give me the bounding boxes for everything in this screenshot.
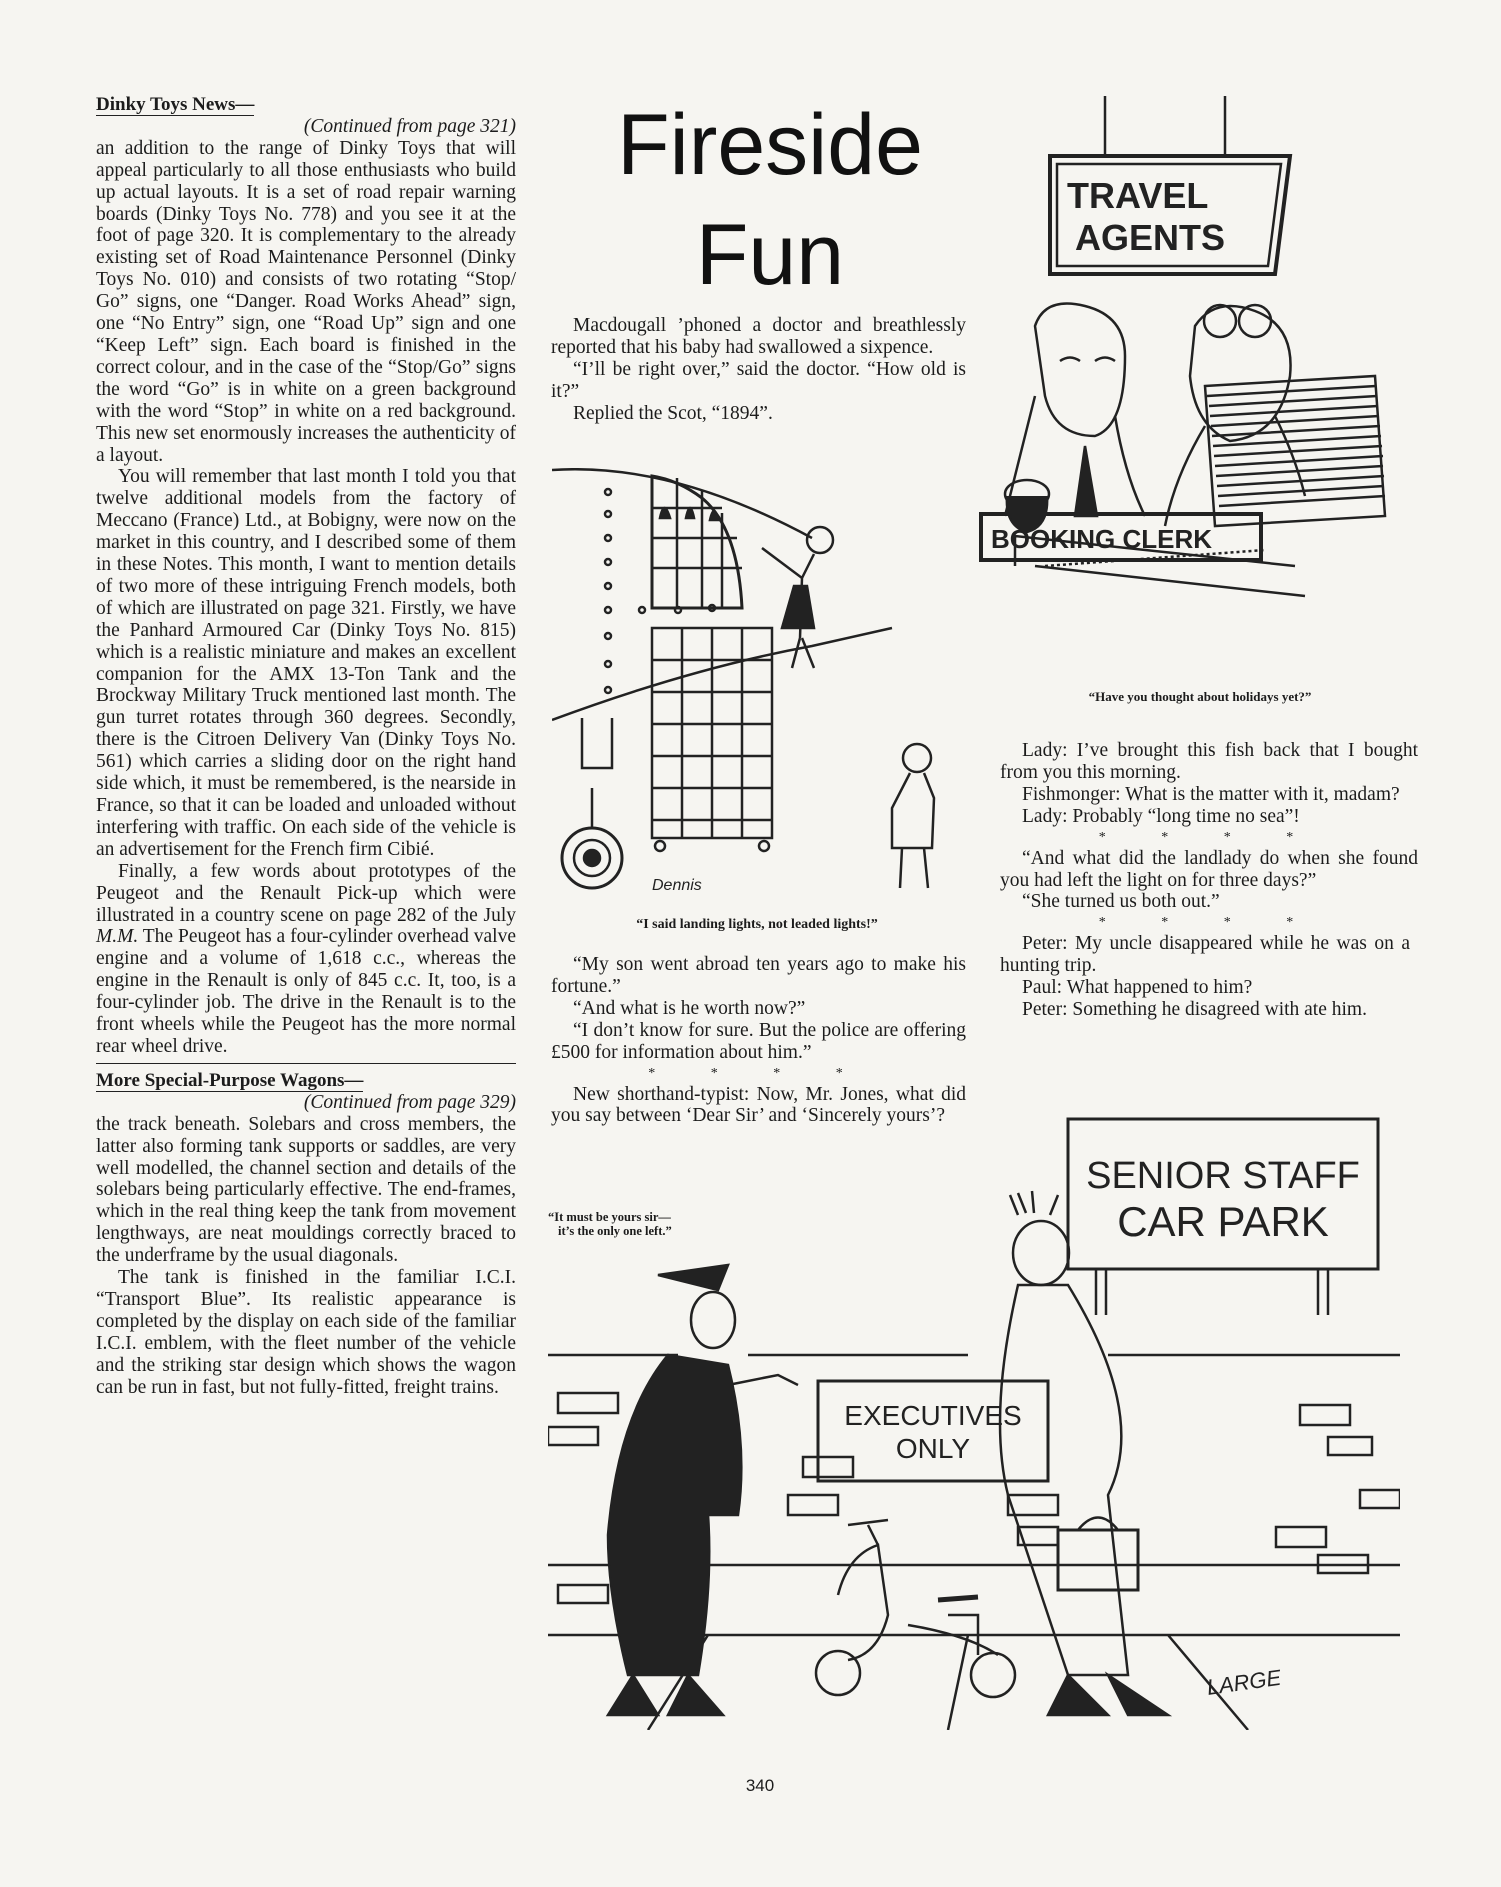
joke-4-paragraph-2: Fishmonger: What is the matter with it, madam? — [1022, 783, 1400, 805]
section-divider — [96, 1063, 516, 1064]
dinky-paragraph-2: You will remember that last month I told you that twelve additional models from the factory of Meccano (France) Ltd., at Bobigny, were now on the market in this country, and I described some of them in these Notes. This month, I want to mention details of two more of these intriguing French models, both of which are illustrated on page 321. Firstly, we have the Panhard Armoured Car (Dinky Toys No. 815) which is a realistic miniature and makes an excellent companion for the AMX 13-Ton Tank and the Brockway Military Truck mentioned last month. The gun turret rotates through 360 degrees. Secondly, there is the Citroen Delivery Van (Dinky Toys No. 561) which carries a sliding door on the right hand side which, it must be remembered, is the nearside in France, so that it can be loaded and unloaded without interfering with traffic. On each side of the vehicle is an advertisement for the French firm Cibié. — [96, 466, 516, 860]
title-line-1: Fireside — [617, 97, 923, 193]
cartoon-3-caption-line-1: “It must be yours sir— — [548, 1210, 671, 1224]
wagons-paragraph-2: The tank is finished in the familiar I.C.I. “Transport Blue”. Its realistic appearance is completed by the display on each side of the familiar I.C.I. emblem, with the fleet number of the vehicle and the striking star design which shows the wagon can be run in fast, but not fully-fitted, freight trains. — [96, 1267, 516, 1398]
joke-6-paragraph-2: Paul: What happened to him? — [1022, 977, 1253, 999]
joke-1-paragraph-3: Replied the Scot, “1894”. — [573, 402, 773, 424]
dinky-continued-note: (Continued from page 321) — [303, 115, 516, 137]
wagons-continued-note: (Continued from page 329) — [303, 1091, 516, 1113]
cartoon-3-signature: LARGE — [1205, 1664, 1283, 1700]
joke-3-paragraph-1: New shorthand-typist: Now, Mr. Jones, what did you say between ‘Dear Sir’ and ‘Sincerely yours’? — [551, 1083, 966, 1127]
cartoon-1-caption: “I said landing lights, not leaded lights!” — [636, 917, 878, 932]
left-column — [96, 94, 516, 1398]
joke-1-paragraph-2: “I’ll be right over,” said the doctor. “How old is it?” — [551, 358, 966, 402]
booking-clerk-sign: BOOKING CLERK — [991, 524, 1212, 554]
joke-4-paragraph-3: Lady: Probably “long time no sea”! — [1022, 805, 1300, 827]
separator-stars-1: * * * * — [1098, 829, 1320, 845]
wagons-heading: More Special-Purpose Wagons— — [96, 1069, 364, 1091]
joke-2-paragraph-1: “My son went abroad ten years ago to make his fortune.” — [551, 954, 966, 997]
joke-5-paragraph-1: “And what did the landlady do when she found you had left the light on for three days?” — [1000, 847, 1418, 891]
cartoon-landing-lights — [552, 468, 962, 900]
joke-2-paragraph-2: “And what is he worth now?” — [573, 997, 806, 1019]
travel-sign-bottom: AGENTS — [1075, 217, 1226, 258]
joke-6-paragraph-1: Peter: My uncle disappeared while he was on a hunting trip. — [1000, 933, 1410, 977]
joke-1 — [551, 315, 966, 425]
car-park-sign-line-1: SENIOR STAFF — [1086, 1155, 1360, 1197]
joke-4-paragraph-1: Lady: I’ve brought this fish back that I bought from you this morning. — [1000, 740, 1418, 783]
joke-1-paragraph-1: Macdougall ’phoned a doctor and breathlessly reported that his baby had swallowed a sixpence. — [551, 315, 966, 358]
cartoon-2-caption: “Have you thought about holidays yet?” — [1088, 689, 1312, 704]
joke-2-paragraph-3: “I don’t know for sure. But the police are offering £500 for information about him.” — [551, 1019, 966, 1063]
page-number: 340 — [745, 1776, 775, 1795]
cartoon-senior-staff-car-park — [548, 1115, 1400, 1730]
wagons-paragraph-1: the track beneath. Solebars and cross members, the latter also forming tank supports or saddles, are very well modelled, the channel section and details of the solebars being particularly effective. The end-frames, which in the real thing keep the tank from movement lengthways, are neat mouldings correctly braced to the underframe by the usual diagonals. — [96, 1113, 516, 1267]
title-line-2: Fun — [695, 207, 845, 303]
joke-5-paragraph-2: “She turned us both out.” — [1022, 891, 1220, 913]
separator-stars-2: * * * * — [1098, 915, 1320, 931]
page-title — [560, 95, 980, 305]
separator-stars: * * * * — [648, 1065, 869, 1081]
cartoon-1-signature: Dennis — [652, 877, 702, 894]
cartoon-travel-agents — [975, 96, 1395, 676]
joke-6-paragraph-3: Peter: Something he disagreed with ate him. — [1022, 999, 1367, 1021]
travel-sign-top: TRAVEL — [1067, 175, 1209, 216]
joke-2 — [551, 954, 966, 1127]
dinky-paragraph-1: an addition to the range of Dinky Toys that will appeal particularly to all those enthusiasts who build up actual layouts. It is a set of road repair warning boards (Dinky Toys No. 778) and you see it at the foot of page 320. It is complementary to the already existing set of Road Maintenance Personnel (Dinky Toys No. 010) and consists of two rotating “Stop/ Go” signs, one “Danger. Road Works Ahead” sign, one “No Entry” sign, one “Road Up” sign and one “Keep Left” sign. Each board is finished in the correct colour, and in the case of the “Stop/Go” signs the word “Go” is in white on a green background with the word “Stop” in white on a red background. This new set enormously increases the authenticity of a layout. — [96, 137, 516, 466]
executives-sign-line-2: ONLY — [895, 1433, 971, 1464]
dinky-toys-heading: Dinky Toys News— — [96, 94, 255, 115]
executives-sign-line-1: EXECUTIVES — [844, 1400, 1022, 1431]
cartoon-3-caption-line-2: it’s the only one left.” — [558, 1224, 672, 1238]
car-park-sign-line-2: CAR PARK — [1117, 1198, 1329, 1245]
right-column-jokes — [1000, 740, 1418, 1021]
dinky-paragraph-3: Finally, a few words about prototypes of the Peugeot and the Renault Pick-up which were illustrated in a country scene on page 282 of the July M.M. The Peugeot has a four-cylinder overhead valve engine and a volume of 1,618 c.c., whereas the engine in the Renault is only of 845 c.c. It, too, is a four-cylinder job. The drive in the Renault is to the front wheels while the Peugeot has the more normal rear wheel drive. — [96, 860, 516, 1057]
